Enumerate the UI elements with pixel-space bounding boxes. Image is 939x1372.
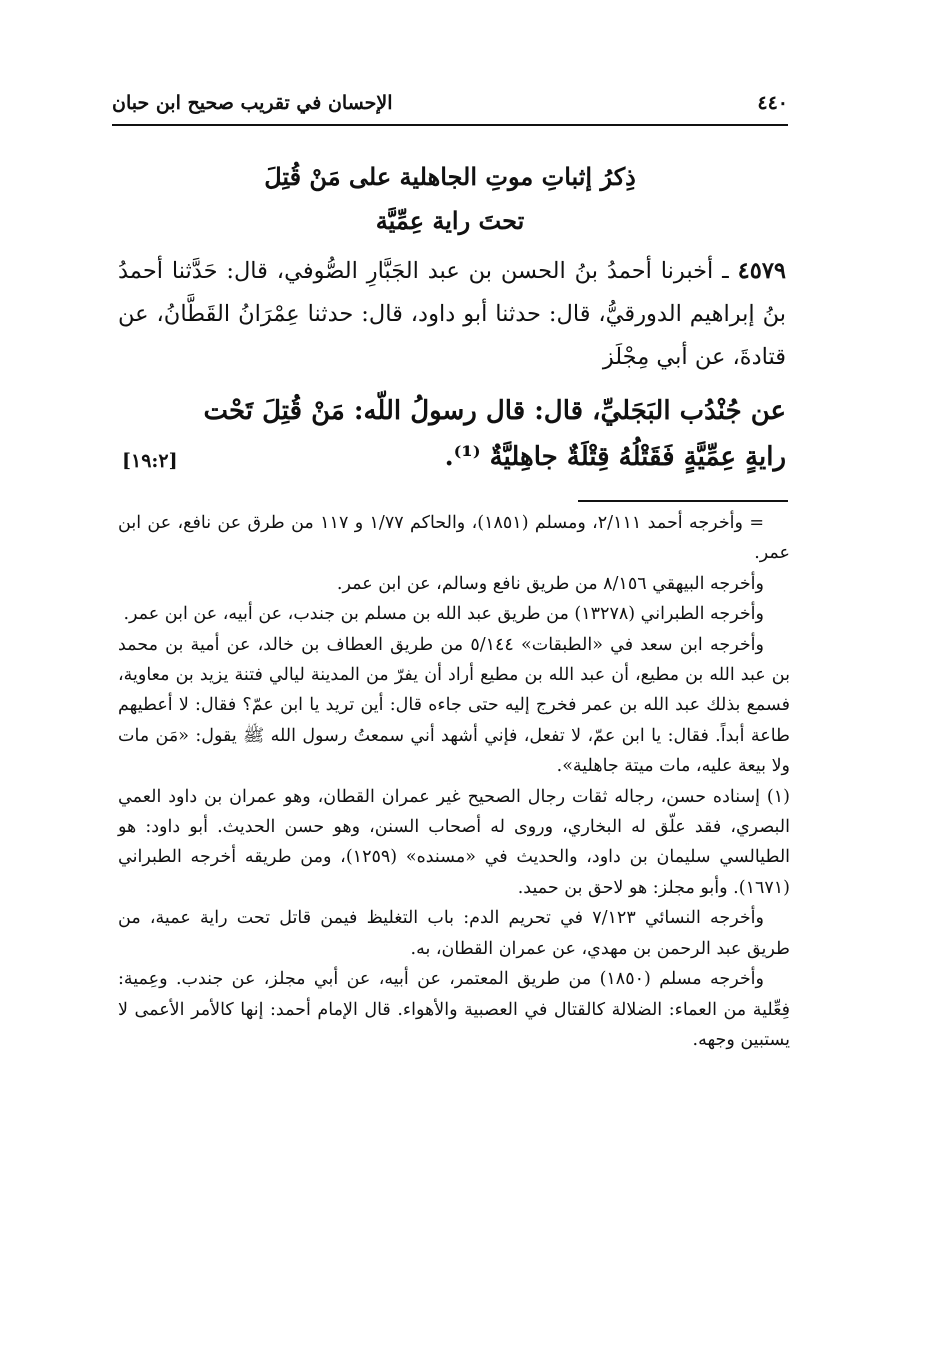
chapter-title-line-2: تحتَ راية عِمِّيَّة [375,206,525,235]
footnote-paragraph: وأخرجه ابن سعد في «الطبقات» ٥/١٤٤ من طريق العطاف بن خالد، عن أمية بن محمد بن عبد الله بن مطيع، أن عبد الله بن مطيع أراد أن يفرّ من المدينة ليالي فتنة يزيد بن معاوية، فسمع بذلك عبد الله بن عمر فخرج إليه حتى جاءه قال: أين تريد يا ابن عمّ؟ فقال: لا أعطيهم طاعة أبداً. فقال: يا ابن عمّ، لا تفعل، فإني أشهد أني سمعتُ رسول الله ﷺ يقول: «مَن مات ولا بيعة عليه، مات ميتة جاهلية». [118,634,790,777]
footnote-paragraph: وأخرجه البيهقي ٨/١٥٦ من طريق نافع وسالم، عن ابن عمر. [336,573,764,594]
hadith-isnad [118,250,786,379]
chapter-title-line-1: ذِكرُ إثباتِ موتِ الجاهلية على مَنْ قُتِلَ [264,162,636,191]
matn-line-2: رايةٍ عِمِّيَّةٍ فَقَتْلُهُ قِتْلَةٌ جاهِليَّةٌ ⁽¹⁾. [444,442,786,472]
isnad-text: ـ أخبرنا أحمدُ بنُ الحسن بن عبد الجَبَّارِ الصُّوفي، قال: حَدَّثنا أحمدُ بنُ إبراهيم الدورقيُّ، قال: حدثنا أبو داود، قال: حدثنا عِمْرَانُ القَطَّانُ، عن قتادةَ، عن أبي مِجْلَز [118,258,786,370]
footnote-rule [578,500,788,502]
chapter-heading [150,155,750,243]
footnote-1: (١) إسناده حسن، رجاله ثقات رجال الصحيح غير عمران القطان، وهو عمران بن داود العمي البصري، فقد علّق له البخاري، وروى له أصحاب السنن، وهو حسن الحديث. أبو داود: هو الطيالسي سليمان بن داود، والحديث في «مسنده» (١٢٥٩)، ومن طريقه أخرجه الطبراني (١٦٧١). وأبو مجلز: هو لاحق بن حميد. [118,786,791,898]
header-rule [112,124,788,126]
hadith-number: ٤٥٧٩ [737,258,786,284]
footnote-paragraph: وأخرجه الطبراني (١٣٢٧٨) من طريق عبد الله بن مسلم بن جندب، عن أبيه، عن ابن عمر. [123,604,764,625]
footnotes [118,508,790,1055]
book-title: الإحسان في تقريب صحيح ابن حبان [112,92,393,114]
footnote-paragraph: وأخرجه النسائي ٧/١٢٣ في تحريم الدم: باب التغليظ فيمن قاتل تحت راية عمية، من طريق عبد الرحمن بن مهدي، عن عمران القطان، به. [118,908,790,959]
footnote-paragraph: = وأخرجه أحمد ٢/١١١، ومسلم (١٨٥١)، والحاكم ١/٧٧ و ١١٧ من طرق عن نافع، عن ابن عمر. [118,513,790,564]
page-number: ٤٤٠ [757,92,788,114]
footnote-paragraph: وأخرجه مسلم (١٨٥٠) من طريق المعتمر، عن أبيه، عن أبي مجلز، عن جندب. وعِمية: فِعِّلية من العماء: الضلالة كالقتال في العصبية والأهواء. قال الإمام أحمد: إنها كالأمر الأعمى لا يستبين وجهه. [118,969,790,1050]
hadith-matn [118,388,786,480]
matn-line-1: عن جُنْدُب البَجَليِّ، قال: قال رسولُ اللّه: مَنْ قُتِلَ تَحْت [203,396,786,426]
running-header [112,86,788,120]
hadith-reference: [١٩:٢] [122,450,178,472]
